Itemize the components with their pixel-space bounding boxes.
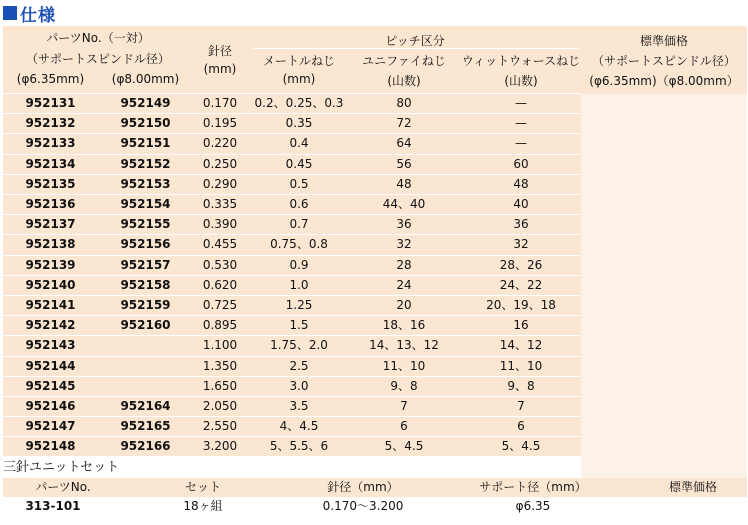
table-row: [3, 234, 581, 254]
cell-p2: 952164: [120, 399, 171, 413]
cell-whit: 9、8: [507, 378, 535, 393]
cell-p1: 952136: [25, 197, 76, 211]
cell-whit: 40: [513, 197, 529, 211]
cell-unified: 18、16: [382, 318, 426, 333]
cell-metric: 0.75、0.8: [270, 237, 328, 252]
cell-metric: 0.5: [289, 176, 309, 191]
cell-p1: 952131: [25, 96, 76, 110]
cell-p2: 952160: [120, 318, 171, 333]
pitch-underline: [253, 48, 579, 49]
cell-metric: 3.0: [289, 378, 309, 393]
cell-metric: 1.5: [289, 318, 309, 333]
cell-metric: 2.5: [289, 358, 309, 373]
unit-set: 18ヶ組: [183, 499, 223, 513]
cell-metric: 0.4: [289, 136, 309, 151]
table-row: [3, 174, 581, 194]
header-parts-no: パーツNo.（一対）: [46, 31, 150, 45]
cell-p2: 952157: [120, 257, 171, 272]
table-row: [3, 376, 581, 396]
header-needle-unit: (mm): [203, 62, 237, 76]
row-divider: [3, 214, 581, 215]
cell-unified: 32: [396, 237, 412, 252]
unit-needle: 0.170〜3.200: [322, 499, 404, 513]
cell-unified: 28: [396, 257, 412, 272]
header-phi1: (φ6.35mm): [16, 72, 85, 86]
unit-set-header: [3, 478, 747, 497]
header-unified-unit: (山数): [387, 74, 421, 88]
table-row: [3, 315, 581, 335]
unit-header-price: 標準価格: [668, 480, 717, 494]
table-row: [3, 255, 581, 275]
cell-whit: 7: [517, 399, 525, 413]
cell-whit: 6: [517, 419, 525, 434]
cell-whit: 24、22: [499, 277, 543, 292]
header-whitworth: ウィットウォースねじ: [461, 54, 581, 68]
row-divider: [3, 133, 581, 134]
table-row: [3, 214, 581, 234]
cell-whit: 5、4.5: [501, 439, 541, 454]
cell-needle: 1.650: [202, 378, 238, 393]
cell-whit: —: [515, 116, 527, 131]
cell-p1: 952142: [25, 318, 76, 333]
unit-header-support: サポート径（mm）: [479, 480, 587, 494]
header-phi2: (φ8.00mm): [111, 72, 180, 86]
cell-p2: 952158: [120, 277, 171, 292]
row-divider: [3, 275, 581, 276]
cell-p1: 952135: [25, 176, 76, 191]
cell-p1: 952144: [25, 358, 76, 373]
cell-p2: 952154: [120, 197, 171, 211]
cell-needle: 2.050: [202, 399, 238, 413]
cell-metric: 0.9: [289, 257, 309, 272]
cell-needle: 0.725: [202, 298, 238, 312]
cell-p1: 952137: [25, 217, 76, 232]
table-row: [3, 194, 581, 214]
cell-unified: 11、10: [382, 358, 426, 373]
table-row: [3, 356, 581, 376]
title-square-icon: [3, 6, 17, 20]
cell-needle: 0.455: [202, 237, 238, 252]
cell-metric: 4、4.5: [279, 419, 319, 434]
cell-unified: 20: [396, 298, 412, 312]
cell-metric: 0.45: [285, 156, 313, 171]
row-divider: [3, 396, 581, 397]
header-metric: メートルねじ: [262, 54, 335, 68]
row-divider: [3, 436, 581, 437]
unit-parts: 313-101: [25, 499, 81, 513]
cell-whit: 32: [513, 237, 529, 252]
cell-p2: 952153: [120, 176, 171, 191]
cell-metric: 0.2、0.25、0.3: [254, 96, 344, 110]
row-divider: [3, 154, 581, 155]
cell-whit: 36: [513, 217, 529, 232]
cell-unified: 44、40: [382, 197, 426, 211]
cell-p2: 952165: [120, 419, 171, 434]
cell-needle: 0.390: [202, 217, 238, 232]
cell-p1: 952146: [25, 399, 76, 413]
cell-p1: 952141: [25, 298, 76, 312]
table-row: [3, 113, 581, 133]
cell-p1: 952132: [25, 116, 76, 131]
cell-unified: 48: [396, 176, 412, 191]
cell-whit: —: [515, 96, 527, 110]
cell-unified: 14、13、12: [369, 338, 439, 353]
cell-p2: 952156: [120, 237, 171, 252]
cell-needle: 0.170: [202, 96, 238, 110]
cell-p2: 952151: [120, 136, 171, 151]
row-divider: [3, 174, 581, 175]
cell-p1: 952134: [25, 156, 76, 171]
table-row: [3, 416, 581, 436]
row-divider: [3, 255, 581, 256]
cell-metric: 1.75、2.0: [270, 338, 328, 353]
table-row: [3, 295, 581, 315]
cell-needle: 0.335: [202, 197, 238, 211]
cell-needle: 0.290: [202, 176, 238, 191]
cell-needle: 3.200: [202, 439, 238, 454]
cell-unified: 64: [396, 136, 412, 151]
cell-metric: 0.6: [289, 197, 309, 211]
cell-p2: 952152: [120, 156, 171, 171]
cell-unified: 5、4.5: [384, 439, 424, 454]
unit-header-needle: 針径（mm）: [327, 480, 399, 494]
cell-p1: 952133: [25, 136, 76, 151]
row-divider: [3, 376, 581, 377]
header-price: 標準価格: [639, 34, 688, 48]
cell-metric: 3.5: [289, 399, 309, 413]
cell-whit: 48: [513, 176, 529, 191]
unit-set-title: 三針ユニットセット: [3, 460, 120, 475]
cell-metric: 5、5.5、6: [269, 439, 329, 454]
header-pitch: ピッチ区分: [385, 34, 445, 48]
row-divider: [3, 335, 581, 336]
header-price-sub: （サポートスピンドル径）: [592, 54, 736, 68]
cell-whit: 11、10: [499, 358, 543, 373]
table-row: [3, 133, 581, 153]
cell-p1: 952139: [25, 257, 76, 272]
cell-p1: 952148: [25, 439, 76, 454]
cell-needle: 0.530: [202, 257, 238, 272]
cell-metric: 0.35: [285, 116, 313, 131]
cell-p2: [98, 376, 193, 396]
cell-p2: 952159: [120, 298, 171, 312]
cell-needle: 0.895: [202, 318, 238, 333]
row-divider: [3, 315, 581, 316]
header-whitworth-unit: (山数): [504, 74, 538, 88]
cell-whit: 60: [513, 156, 529, 171]
spec-table: [3, 26, 747, 456]
cell-needle: 1.100: [202, 338, 238, 353]
header-unified: ユニファイねじ: [362, 54, 446, 68]
unit-set-row: [3, 497, 747, 517]
header-metric-unit: (mm): [282, 72, 316, 86]
price-column: [581, 94, 747, 479]
cell-needle: 0.220: [202, 136, 238, 151]
cell-metric: 1.25: [285, 298, 313, 312]
cell-p1: 952138: [25, 237, 76, 252]
row-divider: [3, 194, 581, 195]
cell-needle: 0.620: [202, 277, 238, 292]
cell-p1: 952145: [25, 378, 76, 393]
cell-metric: 0.7: [289, 217, 309, 232]
row-divider: [3, 93, 581, 94]
row-divider: [3, 356, 581, 357]
cell-whit: —: [515, 136, 527, 151]
row-divider: [3, 416, 581, 417]
unit-header-parts: パーツNo.: [35, 480, 91, 494]
table-row: [3, 396, 581, 416]
section-title: 仕様: [3, 2, 56, 24]
unit-support: φ6.35: [515, 499, 551, 513]
cell-p2: [98, 356, 193, 376]
cell-whit: 14、12: [499, 338, 543, 353]
cell-unified: 56: [396, 156, 412, 171]
cell-needle: 2.550: [202, 419, 238, 434]
cell-needle: 0.250: [202, 156, 238, 171]
table-row: [3, 335, 581, 355]
cell-p1: 952147: [25, 419, 76, 434]
cell-unified: 7: [400, 399, 408, 413]
table-row: [3, 154, 581, 174]
cell-metric: 1.0: [289, 277, 309, 292]
cell-whit: 28、26: [499, 257, 543, 272]
cell-whit: 16: [513, 318, 529, 333]
row-divider: [3, 113, 581, 114]
cell-p2: 952166: [120, 439, 171, 454]
header-needle: 針径: [207, 44, 232, 58]
cell-needle: 0.195: [202, 116, 238, 131]
cell-unified: 72: [396, 116, 412, 131]
cell-p2: 952150: [120, 116, 171, 131]
cell-p1: 952143: [25, 338, 76, 353]
cell-unified: 6: [400, 419, 408, 434]
row-divider: [3, 295, 581, 296]
cell-p2: 952155: [120, 217, 171, 232]
table-row: [3, 436, 581, 456]
header-spindle: （サポートスピンドル径）: [26, 52, 170, 66]
table-row: [3, 275, 581, 295]
cell-p1: 952140: [25, 277, 76, 292]
cell-needle: 1.350: [202, 358, 238, 373]
cell-unified: 80: [396, 96, 412, 110]
unit-header-set: セット: [184, 480, 221, 494]
cell-p2: [98, 335, 193, 355]
table-row: [3, 93, 581, 113]
cell-unified: 36: [396, 217, 412, 232]
cell-unified: 24: [396, 277, 412, 292]
cell-unified: 9、8: [390, 378, 418, 393]
header-price-phi: (φ6.35mm)（φ8.00mm）: [589, 74, 739, 88]
unit-price: [643, 497, 743, 516]
cell-whit: 20、19、18: [486, 298, 556, 312]
row-divider: [3, 234, 581, 235]
cell-p2: 952149: [120, 96, 171, 110]
